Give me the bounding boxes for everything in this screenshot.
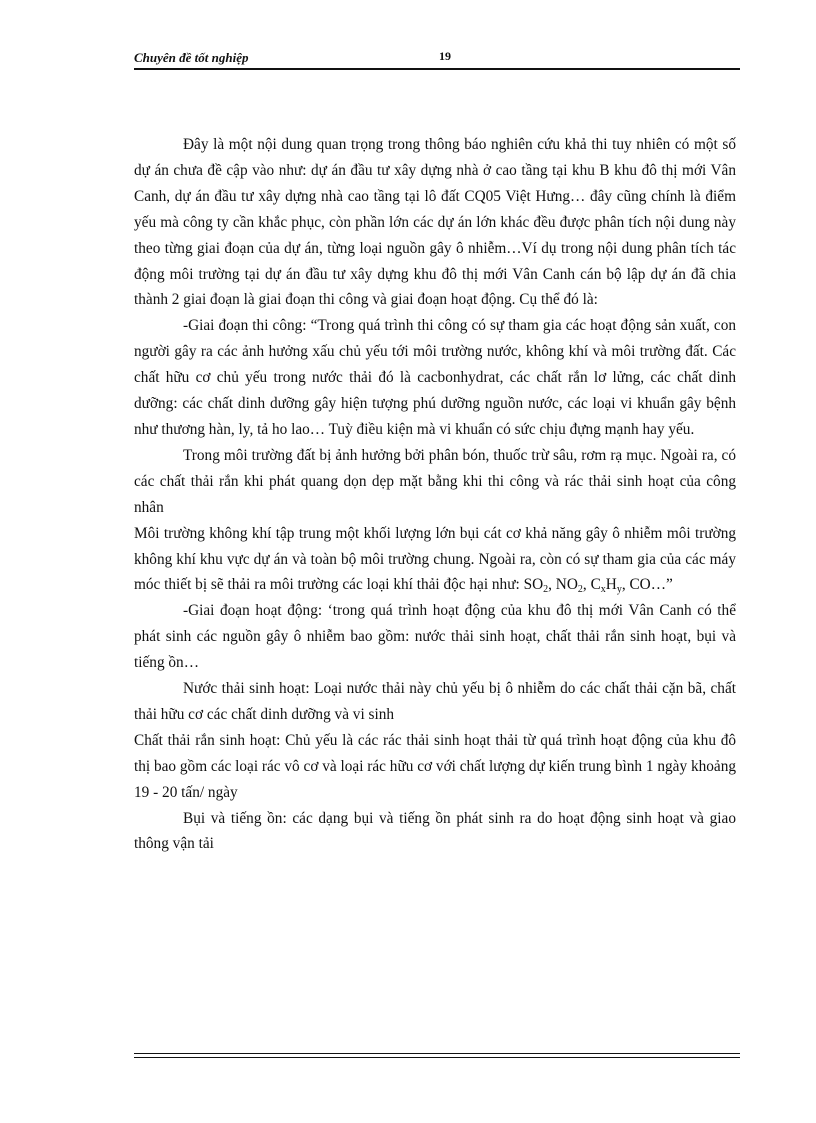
paragraph-text: Môi trường không khí tập trung một khối lượng lớn bụi cát cơ khả năng gây ô nhiễm môi trường không khí khu vực dự án và toàn bộ môi trường chung. Ngoài ra, còn có sự tham gia của các máy móc thiết bị sẽ thải ra môi trường các loại khí thải độc hại như: (134, 524, 736, 594)
footer-rule (134, 1053, 740, 1058)
paragraph: -Giai đoạn thi công: “Trong quá trình thi công có sự tham gia các hoạt động sản xuất, con người gây ra các ảnh hưởng xấu chủ yếu tới môi trường nước, không khí và môi trường đất. Các chất hữu cơ chủ yếu trong nước thải đó là cacbonhydrat, các chất rắn lơ lửng, các chất dinh dưỡng: các chất dinh dưỡng gây hiện tượng phú dưỡng nguồn nước, các loại vi khuẩn gây bệnh như thương hàn, ly, tả ho lao… Tuỳ điều kiện mà vi khuẩn có sức chịu đựng mạnh hay yếu. (134, 317, 736, 438)
paragraph: Trong môi trường đất bị ảnh hưởng bởi phân bón, thuốc trừ sâu, rơm rạ mục. Ngoài ra, có các chất thải rắn khi phát quang dọn dẹp mặt bằng khi thi công và rác thải sinh hoạt của công nhân (134, 446, 736, 516)
paragraph: Bụi và tiếng ồn: các dạng bụi và tiếng ồn phát sinh ra do hoạt động sinh hoạt và giao thông vận tải (134, 809, 736, 853)
header-title: Chuyên đề tốt nghiệp (134, 50, 249, 65)
page-header (134, 48, 740, 70)
paragraph: Đây là một nội dung quan trọng trong thông báo nghiên cứu khả thi tuy nhiên có một số dự án chưa đề cập vào như: dự án đầu tư xây dựng nhà ở cao tầng tại khu B khu đô thị mới Vân Canh, dự án đầu tư xây dựng nhà cao tầng tại lô đất CQ05 Việt Hưng… đây cũng chính là điểm yếu mà công ty cần khắc phục, còn phần lớn các dự án lớn khác đều được phân tích nội dung này theo từng giai đoạn của dự án, từng loại nguồn gây ô nhiễm…Ví dụ trong nội dung phân tích tác động môi trường tại dự án đầu tư xây dựng khu đô thị mới Vân Canh cán bộ lập dự án đã chia thành 2 giai đoạn là giai đoạn thi công và giai đoạn hoạt động. Cụ thể đó là: (134, 136, 736, 309)
document-body (134, 132, 736, 857)
formula-no2: $NO_2$ (555, 576, 583, 596)
formula-so2: $SO_2$ (523, 576, 549, 596)
paragraph: Nước thải sinh hoạt: Loại nước thải này chủ yếu bị ô nhiễm do các chất thải cặn bã, chất thải hữu cơ các chất dinh dưỡng và vi sinh (134, 680, 736, 723)
page-number: 19 (439, 49, 451, 63)
paragraph: Môi trường không khí tập trung một khối lượng lớn bụi cát cơ khả năng gây ô nhiễm môi trường không khí khu vực dự án và toàn bộ môi trường chung. Ngoài ra, còn có sự tham gia của các máy móc thiết bị sẽ thải ra môi trường các loại khí thải độc hại như: $SO_2$, $NO_2$, $C_xH_y$, CO…” (134, 524, 736, 596)
paragraph: -Giai đoạn hoạt động: ‘trong quá trình hoạt động của khu đô thị mới Vân Canh có thể phát sinh các nguồn gây ô nhiễm bao gồm: nước thải sinh hoạt, chất thải rắn sinh hoạt, bụi và tiếng ồn… (134, 602, 736, 672)
paragraph: Chất thải rắn sinh hoạt: Chủ yếu là các rác thải sinh hoạt thải từ quá trình hoạt động của khu đô thị bao gồm các loại rác vô cơ và loại rác hữu cơ với chất lượng dự kiến trung bình 1 ngày khoảng 19 - 20 tấn/ ngày (134, 731, 736, 801)
formula-cxhy: $C_xH_y$ (590, 576, 622, 596)
